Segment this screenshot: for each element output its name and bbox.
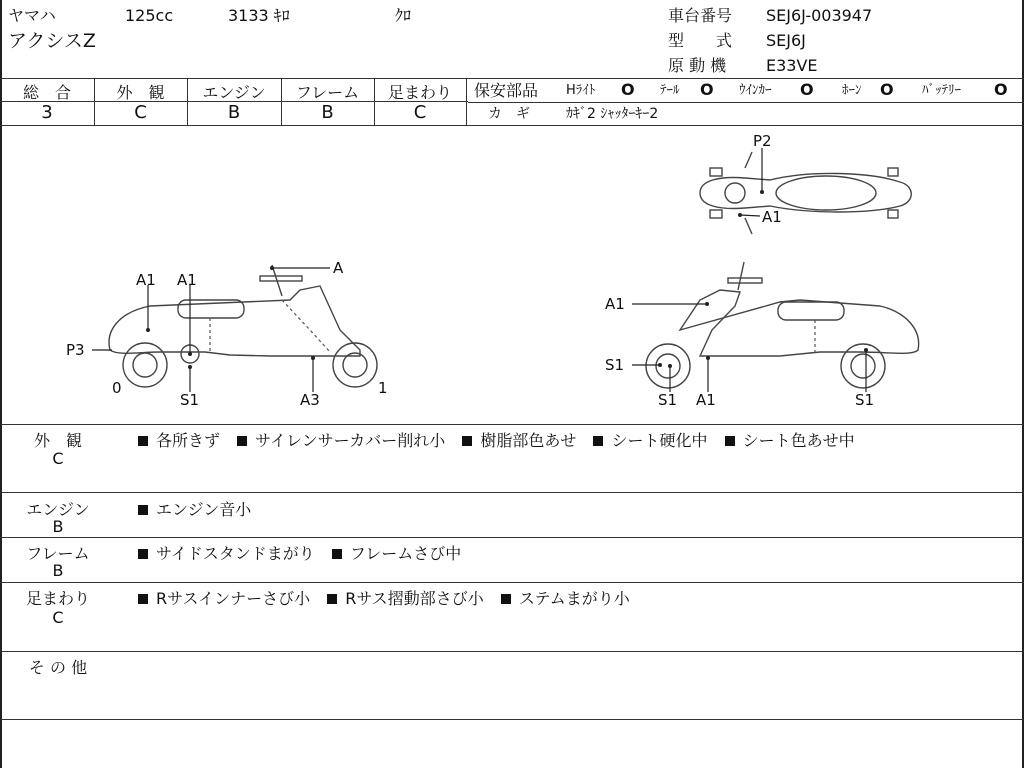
note: Rサスインナーさび小 — [156, 589, 311, 608]
section-exterior-label: 外 観 — [33, 431, 82, 450]
divider — [0, 582, 1024, 583]
diagram-label: A1 — [762, 208, 782, 226]
safety-mark-winker: O — [800, 80, 814, 99]
type-label: 型 式 — [668, 31, 733, 50]
note: 樹脂部色あせ — [480, 431, 577, 450]
mileage: 3133 ｷﾛ — [228, 6, 290, 25]
section-suspension-grade: C — [52, 608, 64, 627]
safety-item-headlight: Hﾗｲﾄ — [566, 83, 596, 98]
color: ｸﾛ — [395, 6, 412, 25]
note: エンジン音小 — [156, 500, 252, 519]
engine-label: 原 動 機 — [668, 56, 727, 75]
maker: ヤマハ — [8, 6, 56, 25]
section-engine-notes — [136, 497, 261, 520]
diagram-label: A1 — [696, 391, 716, 409]
frame-no: SEJ6J-003947 — [766, 6, 873, 25]
bullet-icon — [501, 594, 511, 604]
note: 各所きず — [156, 431, 221, 450]
section-engine-grade: B — [52, 517, 64, 536]
diagram-label: A1 — [177, 271, 197, 289]
damage-diagram — [0, 126, 1024, 424]
note: ステムまがり小 — [518, 589, 630, 608]
note: シート硬化中 — [611, 431, 708, 450]
rating-engine-grade: B — [227, 102, 241, 123]
rating-suspension-grade: C — [413, 102, 427, 123]
section-exterior-grade: C — [52, 449, 64, 468]
divider — [468, 102, 1024, 103]
bullet-icon — [327, 594, 337, 604]
scooter-left-view — [92, 265, 377, 392]
diagram-label: A3 — [300, 391, 320, 409]
safety-item-battery: ﾊﾞｯﾃﾘｰ — [922, 83, 961, 98]
rating-exterior-grade: C — [134, 102, 147, 123]
key-label: カ ギ — [488, 106, 530, 122]
safety-item-winker: ｳｲﾝｶｰ — [739, 83, 772, 98]
bullet-icon — [332, 549, 342, 559]
rating-suspension-label: 足まわり — [387, 83, 452, 102]
diagram-label: S1 — [855, 391, 875, 409]
safety-mark-headlight: O — [621, 80, 635, 99]
section-exterior-notes — [136, 428, 865, 451]
safety-item-tail: ﾃｰﾙ — [660, 83, 680, 98]
note: サイレンサーカバー削れ小 — [255, 431, 446, 450]
bullet-icon — [138, 594, 148, 604]
rating-frame-grade: B — [321, 102, 334, 123]
section-suspension-notes — [136, 586, 640, 609]
displacement: 125cc — [125, 6, 174, 25]
section-engine-label: エンジン — [26, 500, 90, 519]
section-frame-label: フレーム — [26, 544, 90, 563]
engine-value: E33VE — [766, 56, 818, 75]
diagram-label: P3 — [66, 341, 85, 359]
diagram-label: A1 — [136, 271, 156, 289]
note: サイドスタンドまがり — [156, 544, 315, 563]
safety-title: 保安部品 — [474, 81, 539, 100]
section-suspension-label: 足まわり — [25, 589, 90, 608]
rating-total-grade: 3 — [41, 102, 53, 123]
bullet-icon — [725, 436, 735, 446]
note: フレームさび中 — [349, 544, 462, 563]
divider — [0, 537, 1024, 538]
model-name: アクシスZ — [8, 30, 96, 52]
bullet-icon — [593, 436, 603, 446]
divider — [0, 78, 1024, 79]
divider — [466, 78, 467, 125]
frame-no-label: 車台番号 — [668, 6, 733, 25]
rating-exterior-label: 外 観 — [116, 83, 165, 102]
safety-item-horn: ﾎｰﾝ — [842, 83, 862, 98]
key-value: ｶｷﾞ2 ｼｬｯﾀｰｷｰ2 — [566, 106, 659, 122]
rating-engine-label: エンジン — [202, 83, 266, 102]
divider — [0, 651, 1024, 652]
divider — [0, 424, 1024, 425]
diagram-label: S1 — [180, 391, 200, 409]
diagram-label: A — [333, 259, 344, 277]
bullet-icon — [138, 549, 148, 559]
note: シート色あせ中 — [742, 431, 855, 450]
divider — [0, 492, 1024, 493]
rating-frame-label: フレーム — [295, 83, 360, 102]
diagram-label: S1 — [605, 356, 625, 374]
scooter-right-view — [632, 262, 919, 392]
divider — [0, 719, 1024, 720]
section-frame-notes — [136, 541, 471, 564]
bullet-icon — [237, 436, 247, 446]
safety-mark-tail: O — [700, 80, 714, 99]
rating-total-label: 総 合 — [22, 83, 71, 102]
bullet-icon — [138, 436, 148, 446]
scooter-top-view — [700, 148, 911, 234]
safety-mark-horn: O — [880, 80, 894, 99]
safety-mark-battery: O — [994, 80, 1008, 99]
diagram-label: S1 — [658, 391, 678, 409]
diagram-label: 0 — [112, 379, 122, 397]
bullet-icon — [138, 505, 148, 515]
bullet-icon — [462, 436, 472, 446]
diagram-label: A1 — [605, 295, 625, 313]
diagram-label: P2 — [753, 132, 772, 150]
diagram-label: 1 — [378, 379, 388, 397]
section-frame-grade: B — [52, 561, 64, 580]
note: Rサス摺動部さび小 — [345, 589, 484, 608]
type-value: SEJ6J — [766, 31, 806, 50]
section-other-label: そ の 他 — [28, 658, 88, 677]
